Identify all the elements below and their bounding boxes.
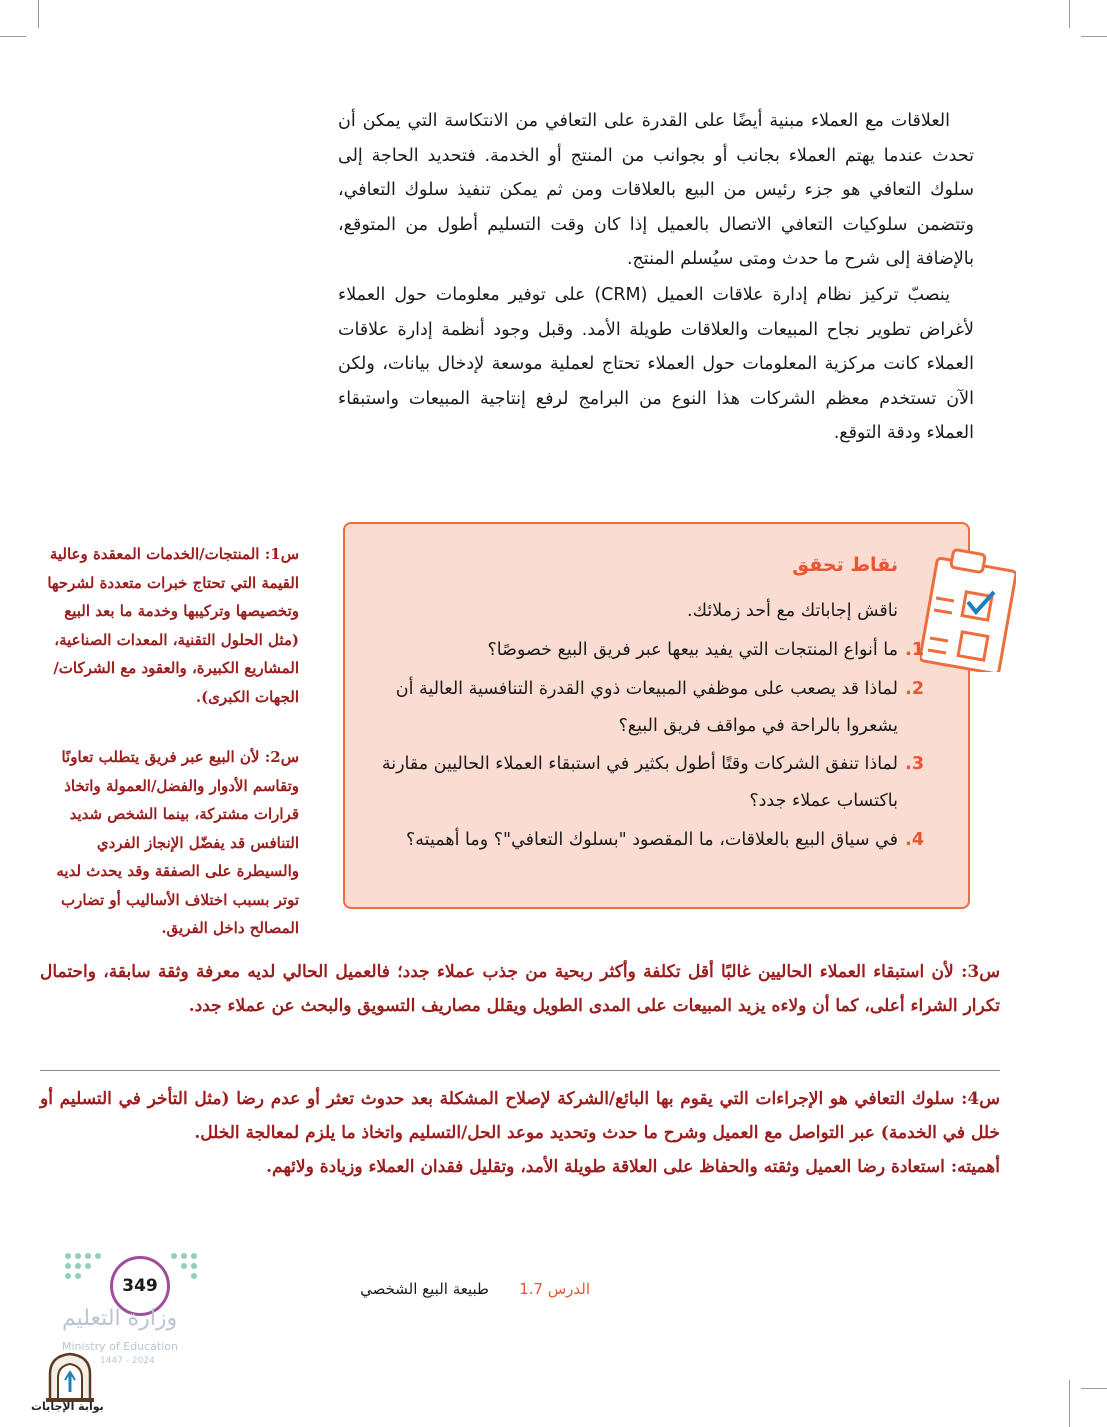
question-number: 3. xyxy=(905,754,924,774)
answer-label: س4: xyxy=(961,1089,1001,1109)
answer-text: لأن استبقاء العملاء الحاليين غالبًا أقل تكلفة وأكثر ربحية من جذب عملاء جدد؛ فالعميل الحالي لديه معرفة وثقة سابقة، واحتمال تكرار الشراء أعلى، كما أن ولاءه يزيد المبيعات على المدى الطويل ويقلل مصاريف التسويق والبحث عن عملاء جدد. xyxy=(40,962,1000,1016)
answer-label: س3: xyxy=(961,962,1000,982)
question-4 xyxy=(373,822,924,859)
question-text: لماذا تنفق الشركات وقتًا أطول بكثير في استبقاء العملاء الحاليين مقارنة باكتساب عملاء جدد؟ xyxy=(381,754,898,811)
checklist-clipboard-icon xyxy=(920,542,1016,672)
answer-label: س1: xyxy=(264,545,299,563)
crop-mark xyxy=(1069,0,1070,28)
checkpoints-title: نقاط تحقق xyxy=(792,554,898,576)
importance-text: استعادة رضا العميل وثقته والحفاظ على العلاقة طويلة الأمد، وتقليل فقدان العملاء وزيادة ولائهم. xyxy=(266,1157,945,1177)
question-number: 1. xyxy=(905,640,924,660)
checkpoints-intro: ناقش إجاباتك مع أحد زملائك. xyxy=(687,601,898,621)
importance-label: أهميته: xyxy=(950,1157,1000,1177)
divider xyxy=(40,1070,1000,1071)
answer-4 xyxy=(40,1082,1000,1184)
answer-1 xyxy=(37,540,299,711)
crop-mark xyxy=(1081,36,1107,37)
answer-text: سلوك التعافي هو الإجراءات التي يقوم بها البائع/الشركة لإصلاح المشكلة بعد حدوث تعثر أو عدم رضا (مثل التأخر في التسليم أو خلل في الخدمة) عبر التواصل مع العميل وشرح ما حدث وتحديد موعد الحل/التسليم واتخاذ ما يلزم لمعالجة الخلل. xyxy=(40,1089,1000,1143)
question-2 xyxy=(373,671,924,745)
crop-mark xyxy=(0,36,26,37)
question-text: ما أنواع المنتجات التي يفيد بيعها عبر فريق البيع خصوصًا؟ xyxy=(487,640,898,660)
answer-text: المنتجات/الخدمات المعقدة وعالية القيمة التي تحتاج خبرات متعددة لشرحها وتخصيصها وتركيبها وخدمة ما بعد البيع (مثل الحلول التقنية، المعدات الصناعية، المشاريع الكبيرة، والعقود مع الشركات/الجهات الكبرى). xyxy=(47,545,299,706)
ministry-name-arabic: وزارة التعليم xyxy=(62,1306,178,1331)
watermark-label: بوابة الإجابات xyxy=(31,1400,104,1413)
answer-2 xyxy=(37,743,299,943)
crop-mark xyxy=(38,0,39,28)
question-text: في سياق البيع بالعلاقات، ما المقصود "بسلوك التعافي"؟ وما أهميته؟ xyxy=(406,830,898,850)
answer-3 xyxy=(40,955,1000,1023)
crop-mark xyxy=(1069,1380,1070,1427)
ministry-name-english: Ministry of Education xyxy=(62,1340,179,1353)
lesson-title: طبيعة البيع الشخصي xyxy=(360,1280,489,1298)
crop-mark xyxy=(1081,1388,1107,1389)
ministry-year: 2024 - 1447 xyxy=(100,1356,155,1366)
answer-label: س2: xyxy=(264,748,299,766)
checkpoints-box xyxy=(343,522,970,909)
body-paragraph-1: العلاقات مع العملاء مبنية أيضًا على القدرة على التعافي من الانتكاسة التي يمكن أن تحدث عندما يهتم العملاء بجانب أو بجوانب من المنتج أو الخدمة. فتحديد الحاجة إلى سلوك التعافي هو جزء رئيس من البيع بالعلاقات ومن ثم يمكن تنفيذ سلوك التعافي، وتتضمن سلوكيات التعافي الاتصال بالعميل إذا كان وقت التسليم أطول من المتوقع، بالإضافة إلى شرح ما حدث ومتى سيُسلم المنتج. xyxy=(338,111,974,270)
question-number: 2. xyxy=(905,679,924,699)
page-number: 349 xyxy=(110,1256,170,1316)
body-paragraph-2: ينصبّ تركيز نظام إدارة علاقات العميل (CRM) على توفير معلومات حول العملاء لأغراض تطوير نجاح المبيعات والعلاقات طويلة الأمد. وقبل وجود أنظمة إدارة علاقات العملاء كانت مركزية المعلومات حول العملاء تحتاج لعملية موسعة لإدخال بيانات، ولكن الآن تستخدم معظم الشركات هذا النوع من البرامج لرفع إنتاجية المبيعات واستبقاء العملاء ودقة التوقع. xyxy=(338,285,974,444)
lesson-label: الدرس 1.7 xyxy=(519,1280,590,1298)
question-text: لماذا قد يصعب على موظفي المبيعات ذوي القدرة التنافسية العالية أن يشعروا بالراحة في مواقف فريق البيع؟ xyxy=(395,679,898,736)
answer-text: لأن البيع عبر فريق يتطلب تعاونًا وتقاسم الأدوار والفضل/العمولة واتخاذ قرارات مشتركة، بينما الشخص شديد التنافس قد يفضّل الإنجاز الفردي والسيطرة على الصفقة وقد يحدث لديه توتر بسبب اختلاف الأساليب أو تضارب المصالح داخل الفريق. xyxy=(56,748,299,937)
question-number: 4. xyxy=(905,830,924,850)
question-1 xyxy=(373,632,924,669)
question-3 xyxy=(373,746,924,820)
